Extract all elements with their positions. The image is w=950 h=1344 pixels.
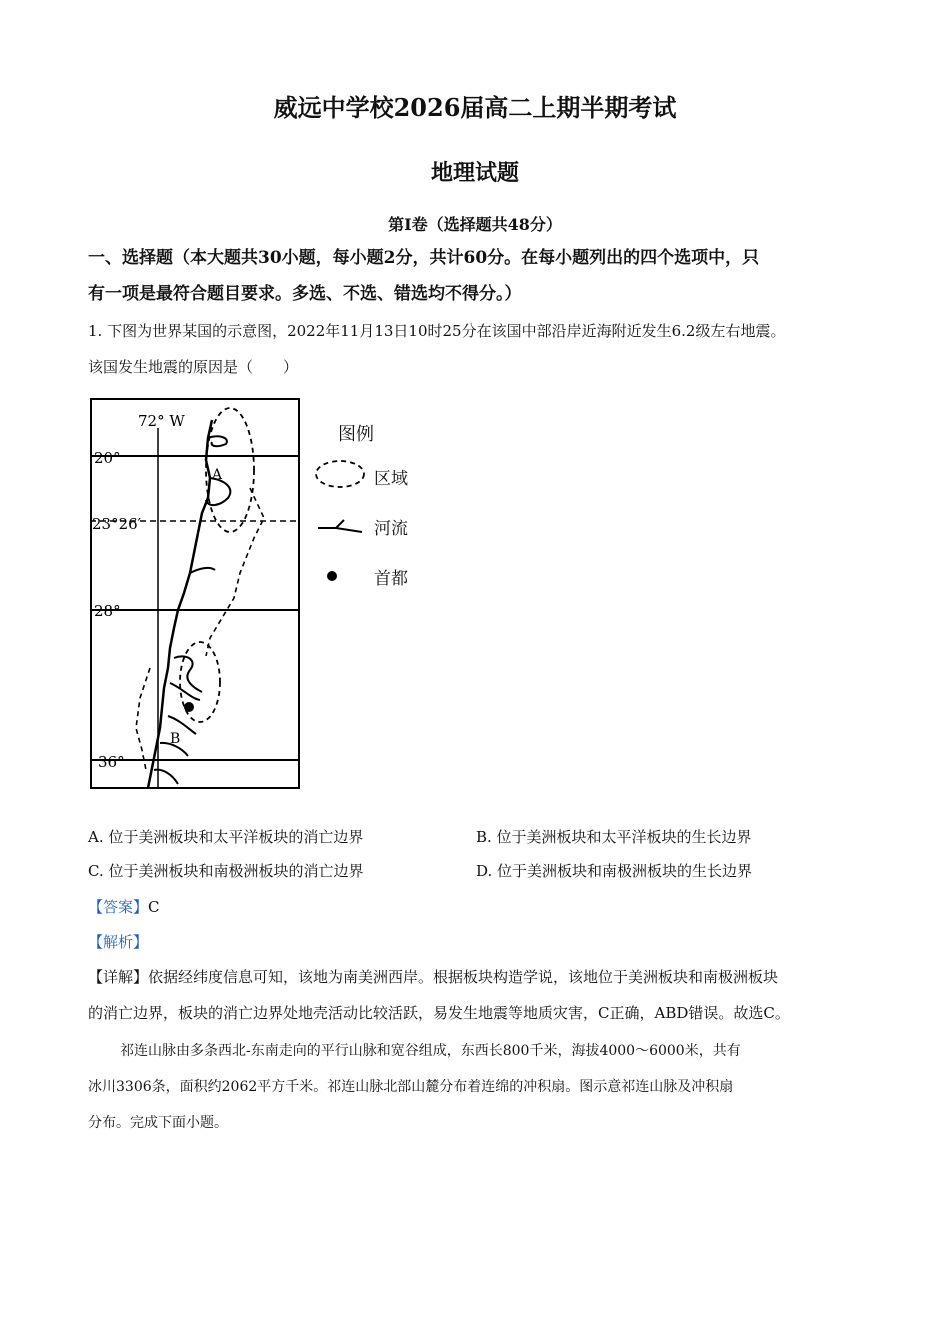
option-d: D. 位于美洲板块和南极洲板块的生长边界 (476, 862, 753, 880)
option-c: C. 位于美洲板块和南极洲板块的消亡边界 (88, 862, 364, 880)
river-mid (190, 568, 215, 573)
country-map (90, 398, 310, 790)
border-dashed (136, 488, 264, 770)
legend-title: 图例 (338, 424, 374, 445)
passage-line1: 祁连山脉由多条西北-东南走向的平行山脉和宽谷组成，东西长800千米，海拔4000～6000米，共有 (120, 1043, 741, 1059)
capital-dot (184, 702, 194, 712)
point-a-label: A (212, 467, 223, 483)
section-heading-line1: 一、选择题（本大题共30小题，每小题2分，共计60分。在每小题列出的四个选项中，只 (88, 248, 760, 268)
lat-label-tropic: 23°26′ (92, 515, 142, 533)
part-heading: 第I卷（选择题共48分） (388, 215, 562, 234)
option-a: A. 位于美洲板块和太平洋板块的消亡边界 (88, 828, 364, 846)
exam-title: 威远中学校2026届高二上期半期考试 (273, 93, 677, 122)
passage-line3: 分布。完成下面小题。 (88, 1115, 228, 1131)
lat-label-20: 20° (94, 449, 121, 467)
detail-text-1: 依据经纬度信息可知，该地为南美洲西岸。根据板块构造学说，该地位于美洲板块和南极洲板块 (148, 968, 779, 986)
question1-stem-line2: 该国发生地震的原因是（ ） (88, 358, 299, 376)
question1-stem-line1: 1. 下图为世界某国的示意图，2022年11月13日10时25分在该国中部沿岸近海附近发生6.2级左右地震。 (88, 322, 786, 340)
option-b: B. 位于美洲板块和太平洋板块的生长边界 (476, 828, 752, 846)
river-south-2 (170, 683, 200, 700)
legend-capital-label: 首都 (374, 569, 408, 589)
legend-river-label: 河流 (374, 519, 408, 539)
detail-tag: 【详解】 (88, 968, 149, 986)
section-heading-line2: 有一项是最符合题目要求。多选、不选、错选均不得分。） (88, 284, 522, 304)
passage-line2: 冰川3306条，面积约2062平方千米。祁连山脉北部山麓分布着连绵的冲积扇。图示意祁连山脉及冲积扇 (88, 1079, 734, 1095)
analysis-tag: 【解析】 (88, 933, 149, 951)
lat-label-36: 36° (98, 753, 125, 771)
answer-value: C (148, 898, 160, 916)
river-north (208, 436, 227, 446)
legend-region-label: 区域 (374, 469, 408, 489)
answer-tag: 【答案】 (88, 898, 149, 916)
longitude-label: 72° W (138, 412, 185, 430)
exam-subtitle: 地理试题 (430, 160, 519, 186)
detail-line2: 的消亡边界，板块的消亡边界处地壳活动比较活跃，易发生地震等地质灾害，C正确，ABD错误。故选C。 (88, 1004, 790, 1022)
detail-line1 (88, 966, 868, 987)
legend-river-icon (314, 512, 370, 540)
legend-capital-icon (322, 566, 342, 586)
point-b-label: B (170, 731, 181, 747)
map-frame (91, 399, 299, 788)
legend-region-icon (312, 456, 372, 492)
answer-line (88, 896, 160, 917)
lat-label-28: 28° (94, 602, 121, 620)
